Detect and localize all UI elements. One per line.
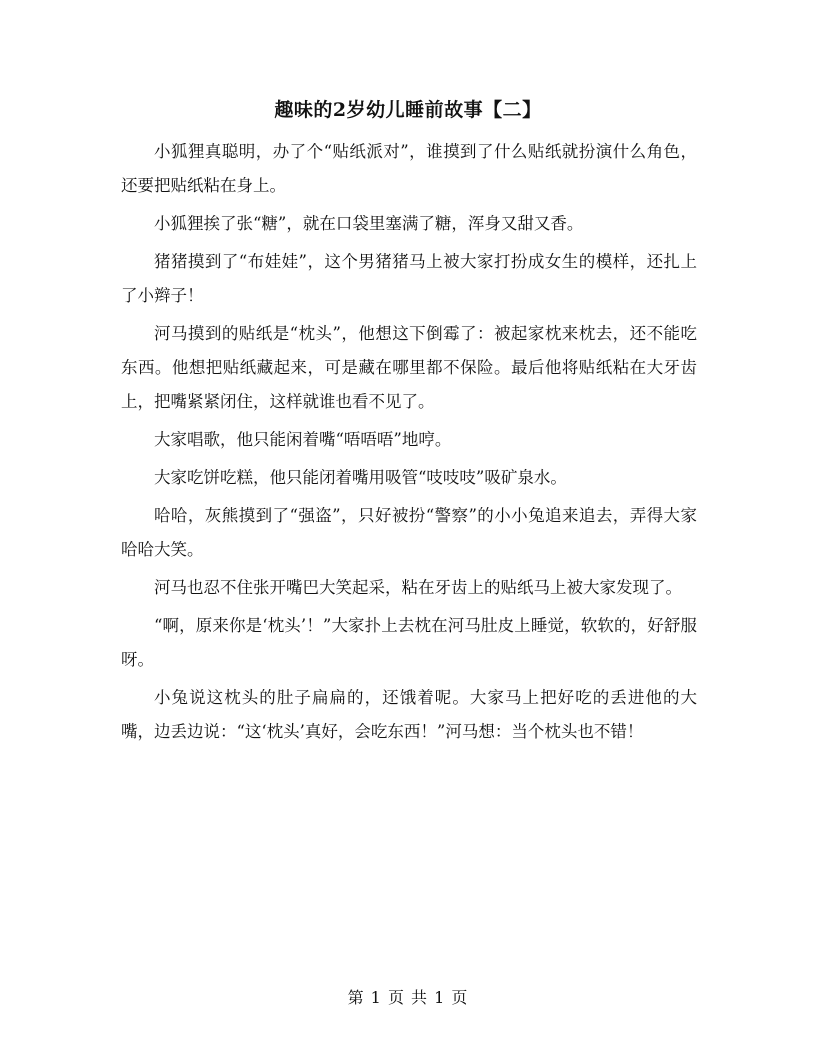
story-paragraph: 河马也忍不住张开嘴巴大笑起采，粘在牙齿上的贴纸马上被大家发现了。 bbox=[154, 578, 682, 597]
story-paragraph: 哈哈，灰熊摸到了“强盗”，只好被扮“警察”的小小兔追来追去，弄得大家哈哈大笑。 bbox=[121, 506, 697, 559]
story-paragraph: 小狐狸挨了张“糖”，就在口袋里塞满了糖，浑身又甜又香。 bbox=[154, 214, 584, 233]
page-title: 趣味的2岁幼儿睡前故事【二】 bbox=[274, 99, 542, 121]
story-paragraph: 小狐狸真聪明，办了个“贴纸派对”，谁摸到了什么贴纸就扮演什么角色，还要把贴纸粘在身上。 bbox=[121, 142, 697, 195]
story-body bbox=[121, 135, 697, 753]
story-paragraph: “啊，原来你是‘枕头’！”大家扑上去枕在河马肚皮上睡觉，软软的，好舒服呀。 bbox=[121, 616, 697, 669]
story-paragraph: 小兔说这枕头的肚子扁扁的，还饿着呢。大家马上把好吃的丢进他的大嘴，边丢边说：“这‘枕头’真好，会吃东西！”河马想：当个枕头也不错！ bbox=[121, 688, 697, 741]
story-paragraph: 大家唱歌，他只能闲着嘴“唔唔唔”地哼。 bbox=[154, 430, 452, 449]
page-number-footer: 第 1 页 共 1 页 bbox=[347, 988, 469, 1007]
story-paragraph: 河马摸到的贴纸是“枕头”，他想这下倒霉了：被起家枕来枕去，还不能吃东西。他想把贴纸藏起来，可是藏在哪里都不保险。最后他将贴纸粘在大牙齿上，把嘴紧紧闭住，这样就谁也看不见了。 bbox=[121, 324, 697, 411]
story-paragraph: 大家吃饼吃糕，他只能闭着嘴用吸管“吱吱吱”吸矿泉水。 bbox=[154, 468, 567, 487]
story-paragraph: 猪猪摸到了“布娃娃”，这个男猪猪马上被大家打扮成女生的模样，还扎上了小辫子！ bbox=[121, 252, 697, 305]
